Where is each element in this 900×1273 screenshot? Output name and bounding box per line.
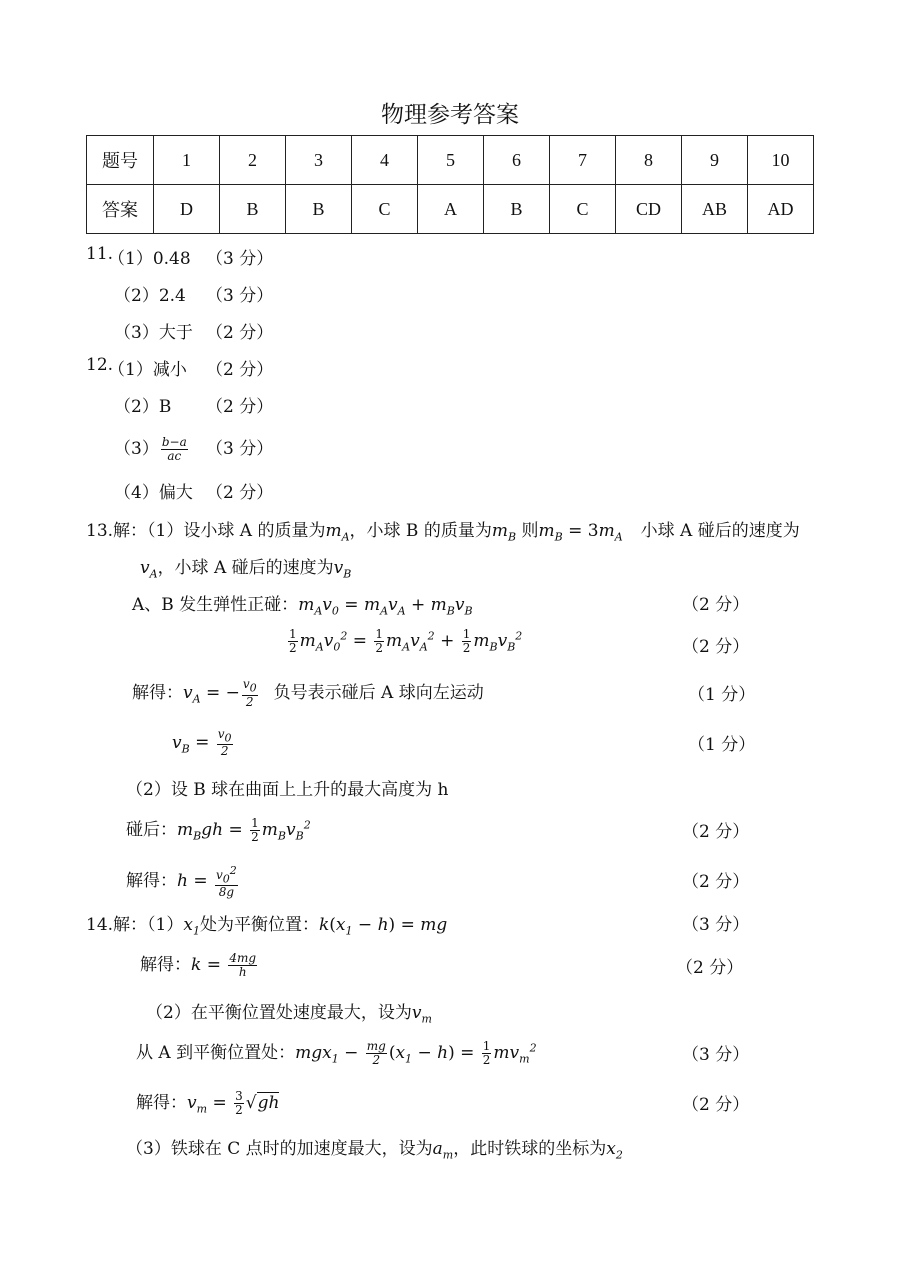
math: $m_A$ [325, 521, 350, 544]
q12-score3: （3 分） [206, 439, 274, 459]
q11-score3: （2 分） [206, 323, 274, 343]
q13-solve-h: 解得：h = $\frac{v_0^2}{8g}$ [126, 864, 237, 900]
q14-text: ，此时铁球的坐标为 [453, 1139, 607, 1159]
math: $v_A$ [140, 558, 158, 581]
q14-line1: 14.解：$(1)x_1$处为平衡位置：$k(x_1 - h)$ = mg [86, 915, 448, 938]
q13-text: ，小球 A 碰后的速度为 [157, 558, 334, 578]
table-cell: AB [682, 185, 748, 234]
q13-text: 解得： [132, 683, 183, 703]
table-cell: D [154, 185, 220, 234]
q14-text: 解得： [140, 955, 191, 975]
q13-text: 解得： [126, 871, 177, 892]
table-row-answers [87, 185, 814, 234]
q12-score1: （2 分） [206, 360, 274, 380]
table-cell: 10 [748, 136, 814, 185]
q14-label: 14.解： [86, 915, 148, 935]
table-cell: 8 [616, 136, 682, 185]
table-cell: 3 [286, 136, 352, 185]
page-title: 物理参考答案 [381, 102, 519, 128]
q11-line3: （3）大于 [114, 323, 193, 343]
q12-score2: （2 分） [206, 397, 274, 417]
table-cell: CD [616, 185, 682, 234]
q13-solve-vb: $v_B$ = $\frac{v_0}{2}$ [172, 727, 232, 759]
q13-label: 13.解： [86, 521, 148, 541]
table-row-numbers [87, 136, 814, 185]
q12-line1: （1）减小 [108, 360, 187, 380]
q13-energy: $\frac{1}{2}$ $m_Av_0^2$ = $\frac{1}{2}$ $m_Av_A^2$ + $\frac{1}{2}$ $m_Bv_B^2$ [289, 627, 523, 655]
q13-line1 [86, 516, 800, 543]
q14-part3: （3）铁球在 C 点时的加速度最大，设为$a_m$，此时铁球的坐标为$x_2$ [126, 1139, 623, 1162]
table-cell: A [418, 185, 484, 234]
table-cell: C [352, 185, 418, 234]
q13-text: 碰后： [126, 820, 177, 840]
q13-score2: （2 分） [682, 637, 750, 657]
q13-score4: （1 分） [688, 735, 756, 755]
q14-solve-k: 解得：k = $\frac{4mg}{h}$ [140, 951, 257, 979]
q13-text: ，小球 B 的质量为 [349, 521, 492, 541]
table-cell: B [484, 185, 550, 234]
table-cell: 7 [550, 136, 616, 185]
q13-score1: （2 分） [682, 595, 750, 615]
row-label-answer: 答案 [87, 185, 154, 234]
table-cell: 9 [682, 136, 748, 185]
q12-line3 [114, 434, 190, 463]
q12-label: 12. [86, 355, 114, 375]
q13-score6: （2 分） [682, 872, 750, 892]
table-cell: 6 [484, 136, 550, 185]
q11-line2: （2）2.4 [114, 286, 186, 306]
q11-score2: （3 分） [206, 286, 274, 306]
q13-solve-va: 解得：$v_A$ = − $\frac{v_0}{2}$ 负号表示碰后 A 球向左运动 [132, 677, 484, 709]
table-cell: B [286, 185, 352, 234]
q13-after: 碰后：$m_Bgh$ = $\frac{1}{2}$ $m_Bv_B^2$ [126, 816, 311, 844]
q11-score1: （3 分） [206, 249, 274, 269]
math: $m_Av_0$ [298, 595, 339, 618]
math: = 3 [562, 521, 599, 541]
q14-energy: 从 A 到平衡位置处：mgx$_1$ − $\frac{mg}{2}$ $(x_1 - h)$ = $\frac{1}{2}$ $mv_m^2$ [136, 1039, 537, 1067]
answer-table [86, 135, 814, 234]
table-cell: 1 [154, 136, 220, 185]
q13-text: 小球 A 碰后的速度为 [640, 521, 800, 541]
row-label-number: 题号 [87, 136, 154, 185]
q13-part2: （2）设 B 球在曲面上上升的最大高度为 h [126, 780, 449, 800]
q13-text: 则 [516, 521, 539, 541]
q14-text: （3）铁球在 C 点时的加速度最大，设为 [126, 1139, 433, 1159]
math: $m_A$ [598, 521, 623, 544]
q12-line2: （2）B [114, 397, 172, 417]
q14-text: 从 A 到平衡位置处： [136, 1043, 296, 1063]
q14-text: （2）在平衡位置处速度最大，设为 [146, 1003, 412, 1023]
q12-line3-prefix: （3） [114, 439, 159, 459]
table-cell: 4 [352, 136, 418, 185]
q14-text: 处为平衡位置： [199, 915, 319, 935]
table-cell: B [220, 185, 286, 234]
table-cell: 2 [220, 136, 286, 185]
fraction-numerator: b−a [161, 435, 187, 449]
q14-part2: （2）在平衡位置处速度最大，设为$v_m$ [146, 1003, 432, 1026]
q14-score4: （2 分） [682, 1095, 750, 1115]
q12-score4: （2 分） [206, 483, 274, 503]
math: $v_B$ [333, 558, 352, 581]
fraction-denominator: ac [167, 449, 182, 463]
q12-line4: （4）偏大 [114, 483, 193, 503]
q14-solve-vm: 解得：$v_m$ = $\frac{3}{2}$ √gh [136, 1089, 280, 1117]
q13-text: A、B 发生弹性正碰： [132, 595, 299, 615]
math: $m_B$ [538, 521, 563, 544]
q13-text: （1）设小球 A 的质量为 [147, 521, 326, 541]
q13-momentum: A、B 发生弹性正碰：$m_Av_0 = m_Av_A + m_Bv_B$ [132, 595, 473, 618]
table-cell: 5 [418, 136, 484, 185]
q13-text: 负号表示碰后 A 球向左运动 [273, 683, 484, 703]
q11-line1: （1）0.48 [108, 249, 191, 269]
q14-text: 解得： [136, 1093, 187, 1113]
q14-score1: （3 分） [682, 915, 750, 935]
q11-label: 11. [86, 244, 114, 264]
table-cell: C [550, 185, 616, 234]
q13-score5: （2 分） [682, 822, 750, 842]
table-cell: AD [748, 185, 814, 234]
q14-text: （1） [147, 915, 184, 935]
math: $m_B$ [491, 521, 517, 544]
q13-line2 [140, 553, 351, 580]
q14-score3: （3 分） [682, 1045, 750, 1065]
q13-score3: （1 分） [688, 685, 756, 705]
q14-score2: （2 分） [676, 958, 744, 978]
fraction [161, 436, 188, 463]
